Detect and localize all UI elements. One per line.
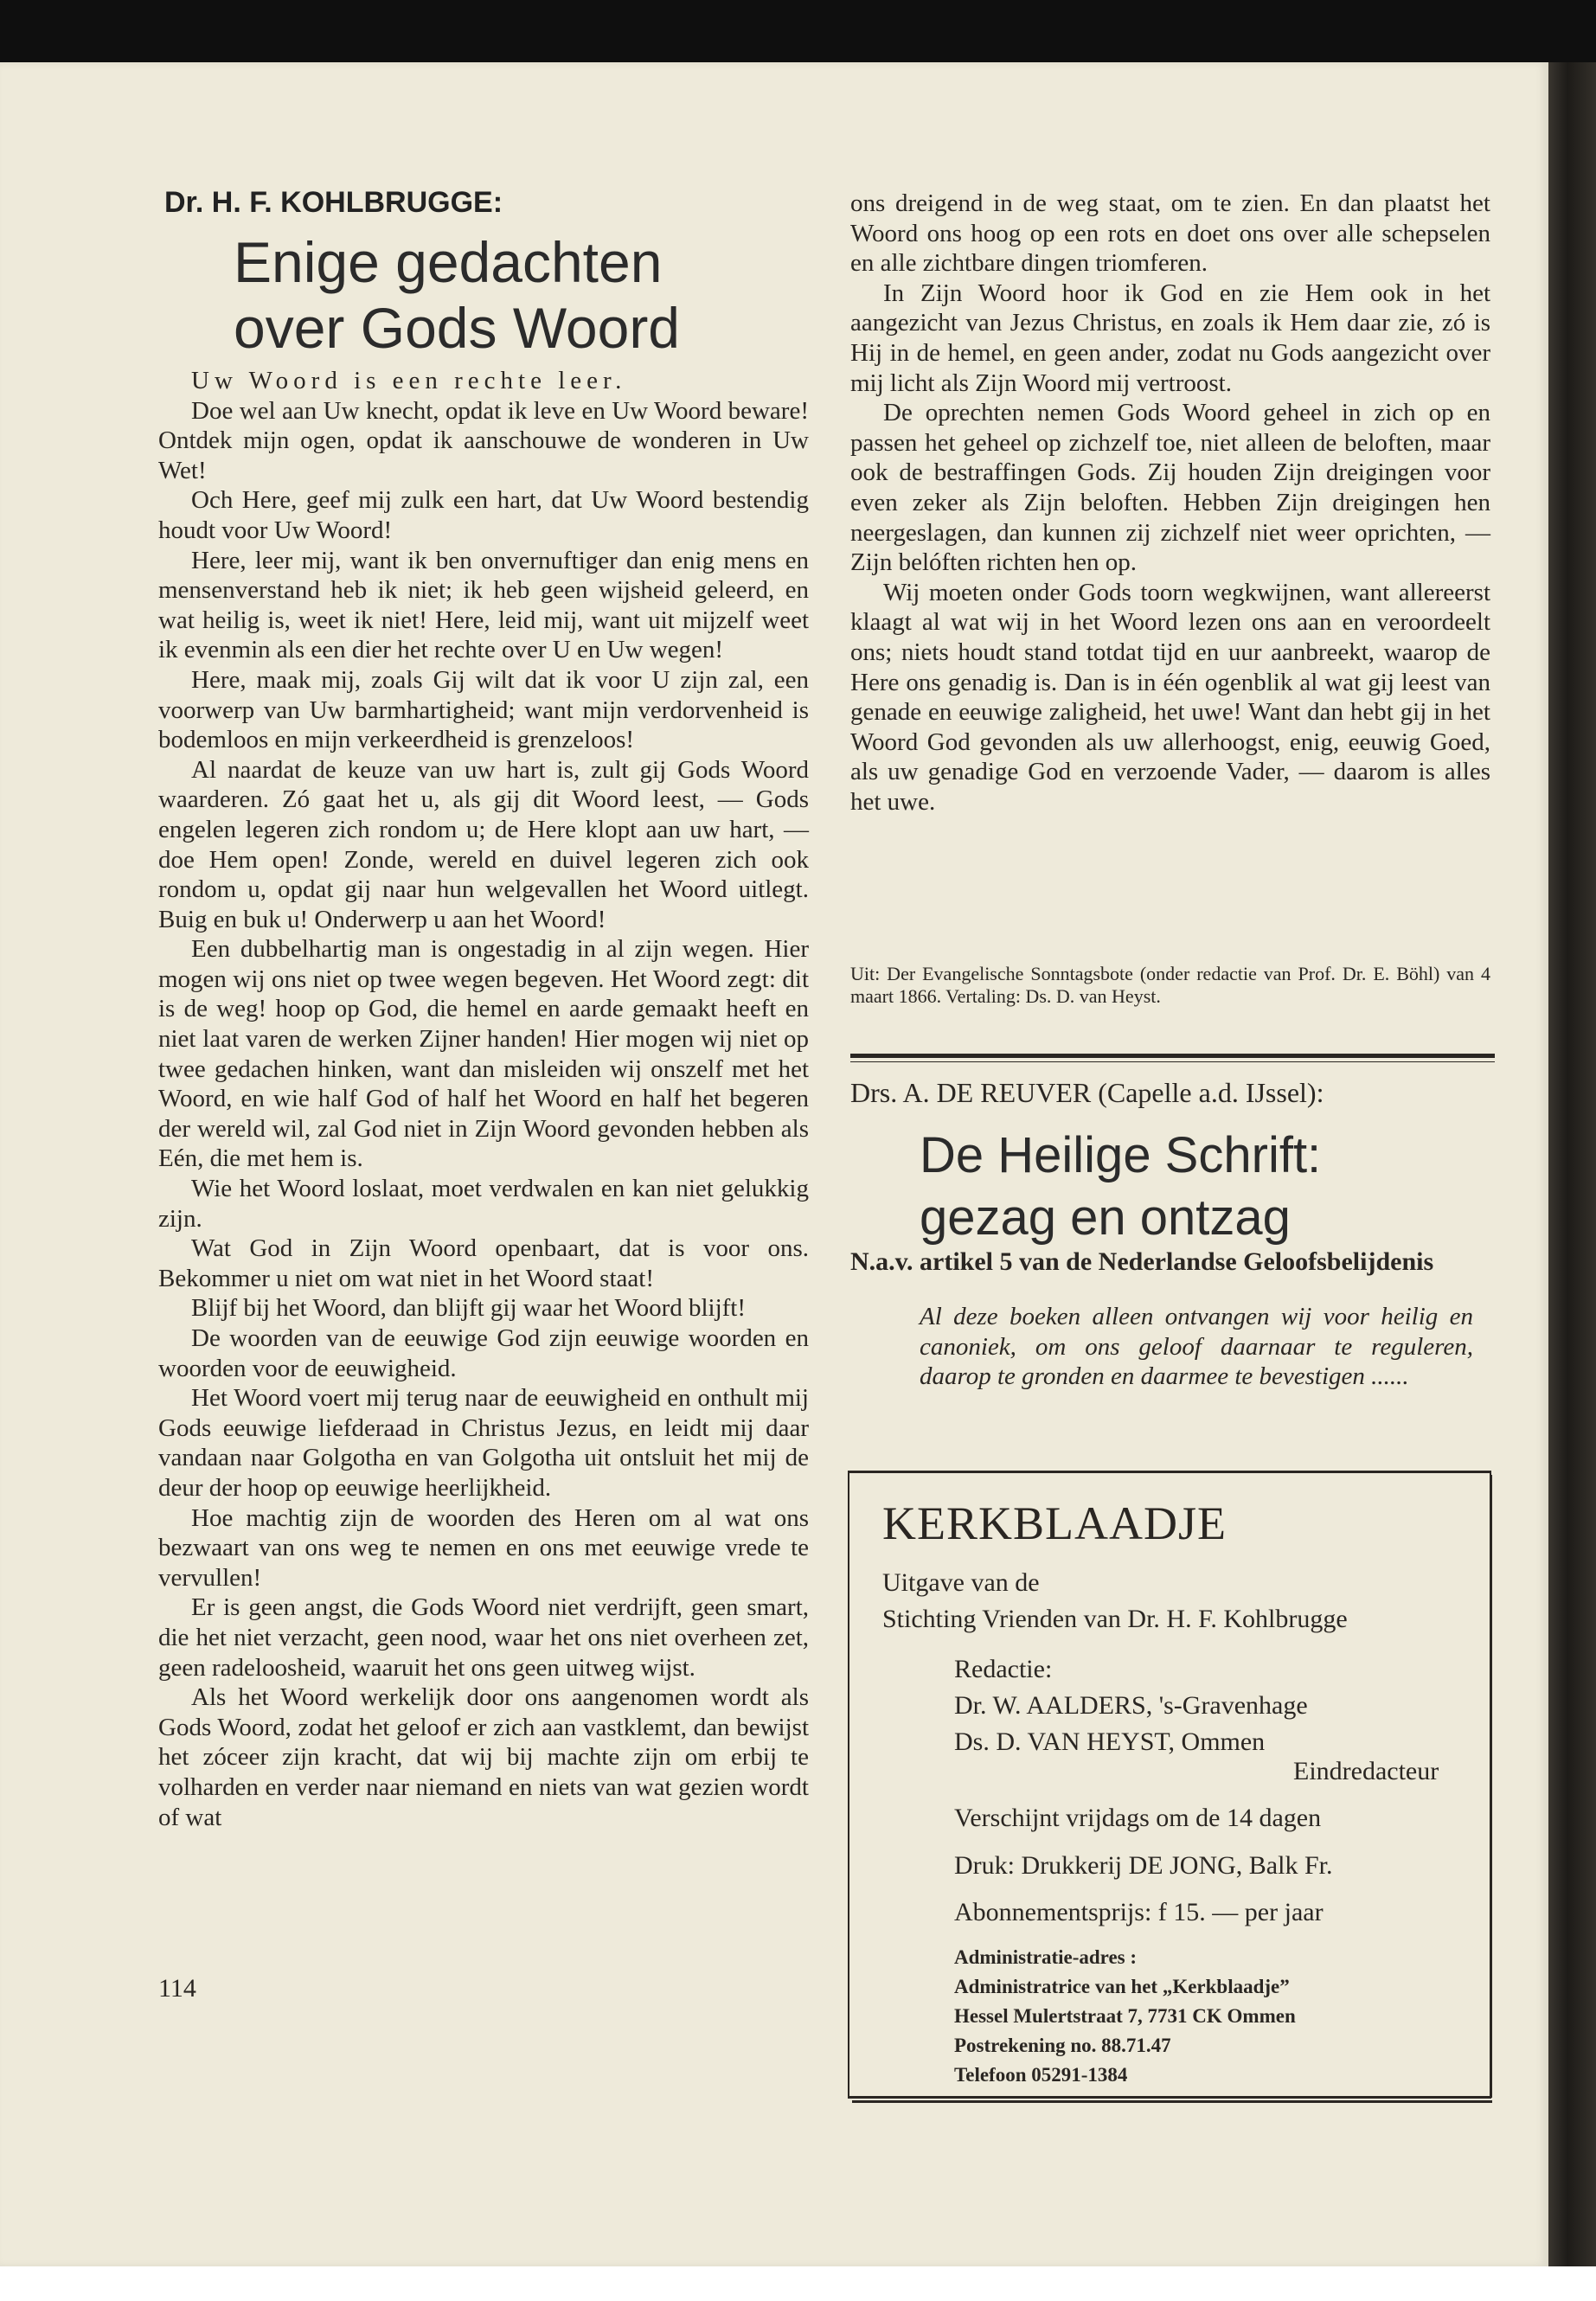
colophon-editor-2-role: Eindredacteur bbox=[1293, 1757, 1439, 1785]
second-article-title bbox=[920, 1125, 1321, 1249]
section-divider-thin bbox=[850, 1061, 1495, 1062]
section-divider bbox=[850, 1054, 1495, 1058]
colophon-title: KERKBLAADJE bbox=[882, 1497, 1227, 1549]
paragraph: Wie het Woord loslaat, moet verdwalen en kan niet gelukkig zijn. bbox=[158, 1175, 809, 1233]
colophon-admin-label: Administratie-adres : bbox=[954, 1946, 1138, 1968]
paragraph: Wat God in Zijn Woord openbaart, dat is voor ons. Bekommer u niet om wat niet in het Woord staat! bbox=[158, 1234, 809, 1292]
colophon-admin-address: Hessel Mulertstraat 7, 7731 CK Ommen bbox=[954, 2005, 1296, 2027]
colophon-box-shadow-bottom bbox=[852, 2100, 1492, 2103]
colophon-admin-name: Administratrice van het „Kerkblaadje” bbox=[954, 1976, 1290, 1997]
book-spine bbox=[1548, 62, 1596, 2266]
colophon-printer: Druk: Drukkerij DE JONG, Balk Fr. bbox=[954, 1851, 1333, 1880]
paragraph: Een dubbelhartig man is ongestadig in al zijn wegen. Hier mogen wij ons niet op twee wegen begeven. Het Woord zegt: dit is de weg! hoop op God, die hemel en aarde gemaakt heeft en niet laat varen de werken Zijner handen! Hier mogen wij niet op twee gedachen hinken, want dan misleiden wij onszelf met het Woord, en wie half God of half het Woord en half het begeren der wereld wil, zal God niet in Zijn Woord gevonden hebben als Eén, die met hem is. bbox=[158, 935, 809, 1173]
colophon-editor-2: Ds. D. VAN HEYST, Ommen bbox=[954, 1727, 1266, 1756]
paragraph: ons dreigend in de weg staat, om te zien. En dan plaatst het Woord ons hoog op een rots en doet ons over alle schepselen en alle zichtbare dingen triomferen. bbox=[850, 189, 1490, 278]
paragraph: Blijf bij het Woord, dan blijft gij waar het Woord blijft! bbox=[191, 1294, 747, 1323]
colophon-frequency: Verschijnt vrijdags om de 14 dagen bbox=[954, 1804, 1322, 1832]
colophon-publisher-name: Stichting Vrienden van Dr. H. F. Kohlbrugge bbox=[882, 1605, 1348, 1633]
colophon-editor-1: Dr. W. AALDERS, 's-Gravenhage bbox=[954, 1691, 1308, 1720]
colophon-subscription: Abonnementsprijs: f 15. — per jaar bbox=[954, 1898, 1324, 1926]
paragraph: Als het Woord werkelijk door ons aangenomen wordt als Gods Woord, zodat het geloof er zich aan vastklemt, dan bewijst het zóceer zijn kracht, dat wij bij machte zijn om erbij te volharden en verder naar niemand en niets van wat gezien wordt of wat bbox=[158, 1683, 809, 1831]
paragraph: Het Woord voert mij terug naar de eeuwigheid en onthult mij Gods eeuwige liefderaad in Christus Jezus, en leidt mij daar vandaan naar Golgotha en van Golgotha uit ontsluit het mij de deur der hoop op eeuwige heerlijkheid. bbox=[158, 1384, 809, 1502]
scan-bottom-margin bbox=[0, 2266, 1596, 2301]
left-column-text bbox=[158, 366, 809, 1832]
article-title-line-1: Enige gedachten bbox=[234, 230, 663, 294]
second-article-subtitle: N.a.v. artikel 5 van de Nederlandse Geloofsbelijdenis bbox=[850, 1247, 1434, 1276]
colophon-publisher-label: Uitgave van de bbox=[882, 1568, 1040, 1597]
paragraph: Er is geen angst, die Gods Woord niet verdrijft, geen smart, die het niet verzacht, geen nood, waar het ons niet overheen zet, geen radeloosheid, waaruit het ons geen uitweg wijst. bbox=[158, 1593, 809, 1682]
paragraph: Uw Woord is een rechte leer. bbox=[191, 367, 627, 394]
colophon-phone: Telefoon 05291-1384 bbox=[954, 2064, 1128, 2086]
article-title-line-2: over Gods Woord bbox=[234, 296, 681, 360]
right-column-text bbox=[850, 189, 1490, 817]
paragraph: Al naardat de keuze van uw hart is, zult gij Gods Woord waarderen. Zó gaat het u, als gij dit Woord leest, — Gods engelen legeren zich rondom u; de Here klopt aan uw hart, — doe Hem open! Zonde, wereld en duivel legeren zich ook rondom u, opdat gij naar hun welgevallen het Woord uitlegt. Buig en buk u! Onderwerp u aan het Woord! bbox=[158, 755, 809, 933]
colophon-postal-account: Postrekening no. 88.71.47 bbox=[954, 2035, 1171, 2056]
paragraph: In Zijn Woord hoor ik God en zie Hem ook in het aangezicht van Jezus Christus, en zoals ik Hem daar zie, zó is Hij in de hemel, en geen ander, zodat nu Gods aangezicht over mij licht als Zijn Woord mij vertroost. bbox=[850, 279, 1490, 397]
article-title bbox=[234, 229, 680, 361]
scan-top-border bbox=[0, 0, 1596, 62]
paragraph: Here, maak mij, zoals Gij wilt dat ik voor U zijn zal, een voorwerp van Uw barmhartigheid; want mijn verdorvenheid is bodemloos en mijn verkeerdheid is grenzeloos! bbox=[158, 665, 809, 754]
paragraph: Hoe machtig zijn de woorden des Heren om al wat ons bezwaart van ons weg te nemen en ons met eeuwige vrede te vervullen! bbox=[158, 1503, 809, 1592]
paragraph: Doe wel aan Uw knecht, opdat ik leve en Uw Woord beware! Ontdek mijn ogen, opdat ik aanschouwe de wonderen in Uw Wet! bbox=[158, 396, 809, 484]
article-author: Dr. H. F. KOHLBRUGGE: bbox=[164, 186, 503, 219]
second-article-title-line-2: gezag en ontzag bbox=[920, 1189, 1291, 1246]
second-article-author: Drs. A. DE REUVER (Capelle a.d. IJssel): bbox=[850, 1077, 1324, 1108]
source-note: Uit: Der Evangelische Sonntagsbote (onder redactie van Prof. Dr. E. Böhl) van 4 maart 1866. Vertaling: Ds. D. van Heyst. bbox=[850, 963, 1490, 1007]
second-article-title-line-1: De Heilige Schrift: bbox=[920, 1127, 1322, 1183]
colophon-box-shadow-right bbox=[1490, 1475, 1492, 2098]
paragraph: Wij moeten onder Gods toorn wegkwijnen, want allereerst klaagt al wat wij in het Woord lezen ons aan en veroordeelt ons; niets houdt stand totdat tijd en uur aanbreekt, waarop de Here ons genadig is. Dan is in één ogenblik al wat gij leest van genade en eeuwige zaligheid, het uwe! Want dan hebt gij in het Woord God gevonden als uw allerhoogst, enig, eeuwig Goed, als uw genadige God en verzoende Vader, — daarom is alles het uwe. bbox=[850, 578, 1490, 816]
paragraph: De oprechten nemen Gods Woord geheel in zich op en passen het geheel op zichzelf toe, niet alleen de beloften, maar ook de bestraffingen Gods. Zij houden Zijn dreigingen voor even zeker als Zijn beloften. Hebben Zijn dreigingen hen neergeslagen, dan kunnen zij zichzelf niet weer oprichten, — Zijn belóften richten hen op. bbox=[850, 399, 1490, 577]
paragraph: Here, leer mij, want ik ben onvernuftiger dan enig mens en mensenverstand heb ik niet; ik heb geen wijsheid geleerd, en wat heilig is, weet ik niet! Here, leid mij, want uit mijzelf weet ik evenmin als een dier het rechte over U en Uw wegen! bbox=[158, 546, 809, 664]
confession-quote: Al deze boeken alleen ontvangen wij voor heilig en canoniek, om ons geloof daarnaar te reguleren, daarop te gronden en daarmee te bevestigen ...... bbox=[920, 1303, 1473, 1391]
page-number: 114 bbox=[158, 1974, 196, 2003]
paragraph: De woorden van de eeuwige God zijn eeuwige woorden en woorden voor de eeuwigheid. bbox=[158, 1324, 809, 1382]
paragraph: Och Here, geef mij zulk een hart, dat Uw Woord bestendig houdt voor Uw Woord! bbox=[158, 486, 809, 544]
colophon-editors-label: Redactie: bbox=[954, 1655, 1053, 1683]
